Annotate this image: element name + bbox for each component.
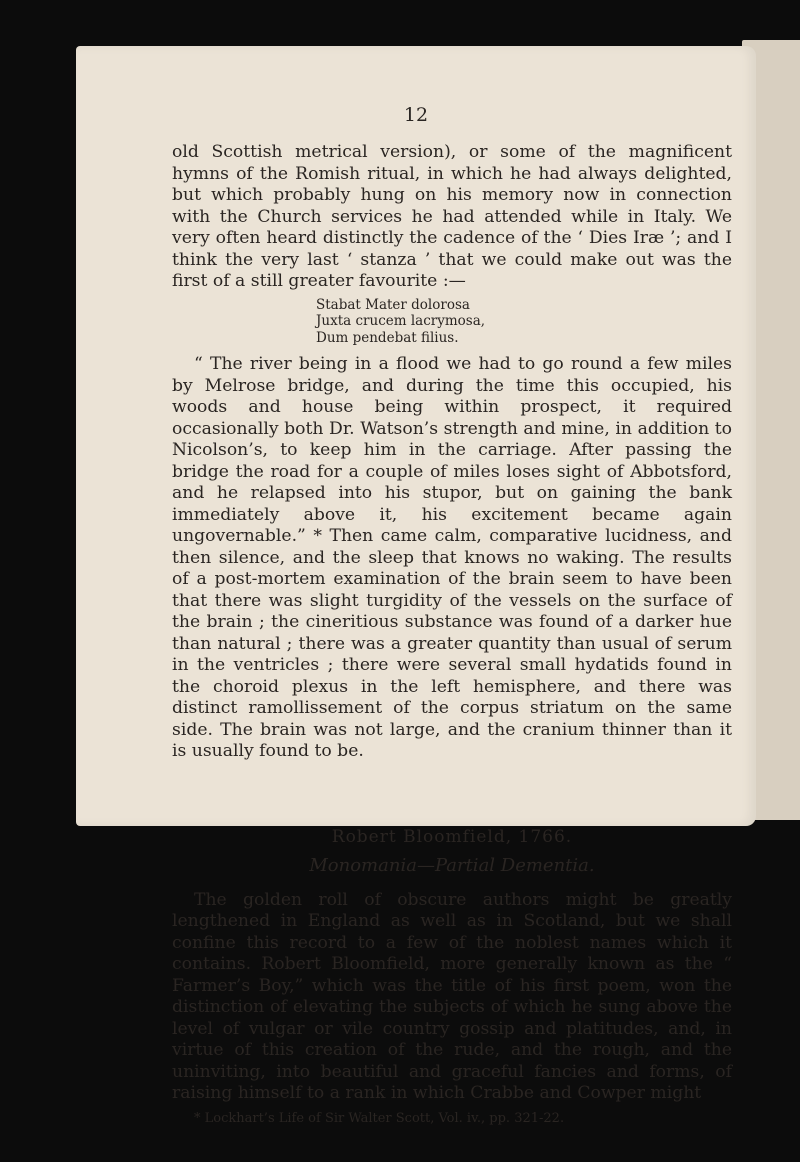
section-subheading: Monomania—Partial Dementia. [309, 854, 595, 876]
verse-line: Juxta crucem lacrymosa, [316, 313, 486, 329]
verse-line: Stabat Mater dolorosa [316, 296, 470, 313]
paragraph-2: “ The river being in a flood we had to go round a few miles by Melrose bridge, and during the time this occupied, his woods and house being within prospect, it required occasionally both Dr. Watson’s strength and mine, in addition to Nicolson’s, to keep him in the carriage. After passing the bridge the road for a couple of miles loses sight of Abbotsford, and he relapsed into his stupor, but on gaining the bank immediately above it, his excitement became again ungovernable.” * Then came calm, comparative lucidness, and then silence, and the sleep that knows no waking. The results of a post-mortem examination of the brain seem to have been that there was slight turgidity of the vessels on the surface of the brain ; the cineritious substance was found of a darker hue than natural ; there was a greater quantity than usual of serum in the ventricles ; there were several small hydatids found in the choroid plexus in the left hemisphere, and there was distinct ramollissement of the corpus striatum on the same side. The brain was not large, and the cranium thinner than it is usually found to be. [172, 354, 732, 761]
page-body [172, 142, 732, 1127]
page-number: 12 [403, 104, 429, 126]
book-page [76, 46, 756, 1126]
footnote: * Lockhart’s Life of Sir Walter Scott, Vol. iv., pp. 321-22. [194, 1110, 565, 1126]
latin-verse [316, 297, 732, 347]
paragraph-3: The golden roll of obscure authors might be greatly lengthened in England as well as in Scotland, but we shall confine this record to a few of the noblest names which it contains. Robert Bloomfield, more generally known as the “ Farmer’s Boy,” which was the title of his first poem, won the distinction of elevating the subjects of which he sung above the level of vulgar or vile country gossip and platitudes, and, in virtue of this creation of the rude, and the rough, and the uninviting, into beautiful and graceful fancies and forms, of raising himself to a rank in which Crabbe and Cowper might [172, 889, 732, 1103]
verse-line: Dum pendebat filius. [316, 329, 459, 346]
section-heading: Robert Bloomfield, 1766. [331, 826, 573, 847]
paragraph-1: old Scottish metrical version), or some of the magnificent hymns of the Romish ritual, in which he had always delighted, but which probably hung on his memory now in connection with the Church services he had attended while in Italy. We very often heard distinctly the cadence of the ‘ Dies Iræ ’; and I think the very last ‘ stanza ’ that we could make out was the first of a still greater favourite :— [172, 142, 732, 291]
